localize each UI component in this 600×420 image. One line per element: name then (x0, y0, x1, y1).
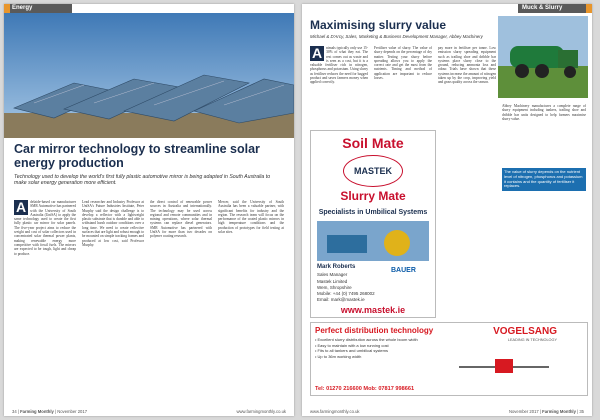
body-column-2: Lead researcher and Industry Professor at UniSA's Future Industries Institute, Peter Murphy said the design challenge is to develop a reflector with a lightweight plastic substrate that is durable and able to withstand harsh outdoor conditions over a long time. We need to create reflective surfaces that are light and robust enough to be mounted on simple tracking frames and produced at low cost, said Professor Murphy. (82, 200, 144, 247)
ad-reel-image (317, 221, 429, 261)
vogelsang-logo: VOGELSANG (493, 326, 557, 337)
slurry-tanker-photo (498, 16, 588, 98)
section-label: Energy (12, 5, 33, 11)
contact-name: Mark Roberts (317, 264, 356, 270)
article-author: Michael & D'Arcy, Sales, Marketing & Business Development Manager, Abbey Machinery (310, 34, 483, 39)
section-header (4, 4, 72, 13)
mastek-logo (343, 155, 403, 187)
vogelsang-headline: Perfect distribution technology (315, 326, 434, 335)
magazine-name: Farming Monthly (20, 409, 54, 414)
footer-left: 34 | Farming Monthly | November 2017 (12, 409, 88, 414)
footer-url[interactable]: www.farmingmonthly.co.uk (310, 409, 360, 414)
drop-cap: A (312, 46, 323, 61)
right-page (302, 4, 592, 416)
vogelsang-tagline: LEADING IN TECHNOLOGY (507, 338, 557, 342)
issue-date: November 2017 (508, 409, 539, 414)
page-number: 35 (579, 409, 584, 414)
body-column-3: pay more in fertiliser per tonne. Low emission slurry spreading equipment such as trailing shoe and dribble bar systems place slurry close to the ground, reducing ammonia loss and odour. Trials have shown that these systems increase the amount of nitrogen taken up by the crop, improving yield and grass quality across the season. (438, 46, 496, 85)
company-address: Wem, Shropshire (317, 285, 352, 290)
ad-web-link[interactable]: www.mastek.ie (340, 305, 406, 315)
section-accent (586, 4, 592, 13)
drop-cap: A (16, 200, 27, 215)
pull-quote: The value of slurry depends on the nutrient level of nitrogen, phosphorus and potassium it contains and the quantity of fertiliser it replaces. (502, 168, 586, 191)
footer-right: November 2017 | Farming Monthly | 35 (508, 409, 584, 414)
list-item: • Fits to all tankers and umbilical systems (315, 348, 388, 354)
magazine-name: Farming Monthly (542, 409, 576, 414)
vogelsang-ad[interactable] (310, 322, 588, 396)
list-item: • Easy to maintain with a low running cost (315, 342, 389, 348)
contact-phone: Mobile: +44 (0) 7495 268002 (317, 291, 375, 296)
bullet-list (315, 337, 455, 359)
body-column-2: Fertiliser value of slurry. The value of slurry depends on the percentage of dry matter. Testing your slurry before spreading allows you to apply the correct rate and get the most from the nutrients. Timing and method of application are important to reduce losses. (374, 46, 432, 81)
section-header (518, 4, 592, 13)
ad-headline: Specialists in Umbilical Systems (318, 209, 428, 216)
mastek-ad[interactable] (310, 130, 436, 318)
body-column-4: Abbey Machinery manufactures a complete range of slurry equipment including tankers, trailing shoe and dribble bar units designed to help farmers maximise slurry value. (502, 104, 586, 121)
article-title: Car mirror technology to streamline solar energy production (14, 142, 260, 170)
bauer-logo: BAUER (391, 267, 416, 274)
issue-date: November 2017 (57, 409, 88, 414)
company-name: Mastek Limited (317, 279, 348, 284)
page-number: 34 (12, 409, 17, 414)
list-item: • Excellent slurry distribution across the whole boom width (315, 337, 418, 342)
article-title: Maximising slurry value (310, 18, 447, 32)
left-page (4, 4, 294, 416)
ad-curve-top: Soil Mate (342, 135, 404, 151)
body-column-1: A nimals typically only use 15-30% of what they eat. The rest comes out as waste and is seen as a cost, but it is a valuable fertiliser rich in nitrogen, phosphorus and potassium. Using slurry as fertiliser reduces the need for bagged product and saves farmers money when applied correctly. (310, 46, 368, 85)
mastek-brand: MASTEK (354, 166, 392, 176)
footer-url[interactable]: www.farmingmonthly.co.uk (236, 409, 286, 414)
body-column-1: A delaide-based car manufacturer SMR Automotive has partnered with the University of South Australia (UniSA) to apply the same technology used to create the first fully plastic car mirror for solar panels. The five-year project aims to reduce the weight and cost of solar collectors used in concentrated solar thermal power plants, making renewable energy more competitive with fossil fuels. The mirrors are expected to be tough, light and cheap to produce. (14, 200, 76, 256)
contact-title: Sales Manager (317, 272, 348, 277)
section-accent (4, 4, 10, 13)
list-item: • Up to 36m working width (315, 353, 362, 359)
body-column-3: the direct control of renewable power sources in Australia and internationally. The technology may be used across regional and remote communities and in mining operations, where solar thermal systems can replace diesel generators. SMR Automotive has partnered with UniSA for more than two decades on polymer coating research. (150, 200, 212, 239)
ad-curve-bottom: Slurry Mate (340, 189, 406, 203)
section-label: Muck & Slurry (522, 5, 563, 11)
article-subtitle: Technology used to develop the world's first fully plastic automotive mirror is being adapted in South Australia to make solar energy generation more efficient. (14, 174, 271, 186)
solar-mirror-photo (4, 13, 294, 138)
contact-email[interactable]: Email: mark@mastek.ie (317, 297, 365, 302)
body-column-4: Mercer, said the University of South Australia has been a valuable partner, with significant benefits for industry and the region. The research team will focus on the performance of the coated plastic mirrors in high temperature conditions and the production of prototypes for field testing at solar sites. (218, 200, 284, 235)
vogelsang-phone: Tel: 01270 216600 Mob: 07817 998661 (315, 386, 415, 392)
boom-image (459, 353, 549, 379)
